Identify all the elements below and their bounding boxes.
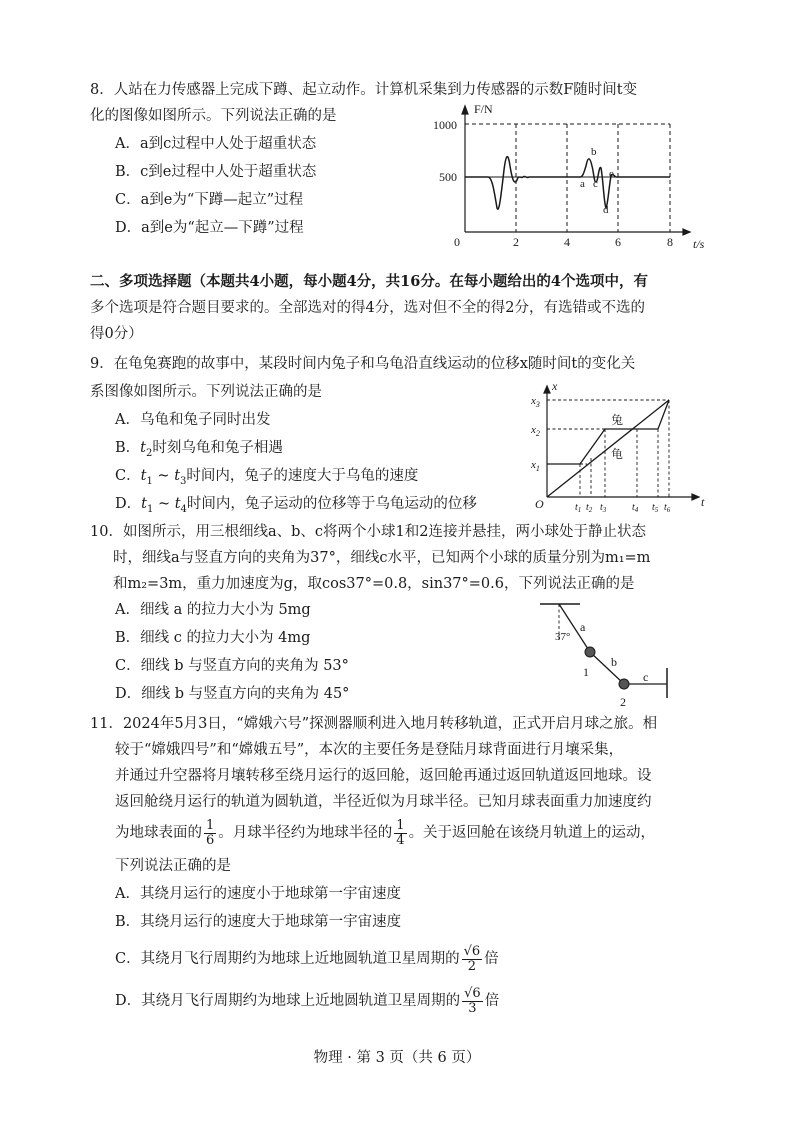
q10-label-b: b	[611, 655, 617, 669]
q8-tick-500: 500	[439, 170, 457, 184]
q11-option-c-fraction	[462, 945, 483, 974]
q8-point-a: a	[580, 178, 585, 190]
q10-stem-line3: 和m₂=3m，重力加速度为g，取cos37°=0.8，sin37°=0.6，下列说法正确的是	[113, 576, 635, 592]
q11-option-c-suffix: 倍	[484, 951, 499, 967]
q10-option-a: A．细线 a 的拉力大小为 5mg	[115, 602, 311, 618]
q11-option-d	[115, 984, 499, 1018]
q10-option-b: B．细线 c 的拉力大小为 4mg	[115, 630, 311, 646]
q10-option-c: C．细线 b 与竖直方向的夹角为 53°	[115, 658, 349, 674]
q9-origin: O	[535, 497, 544, 511]
q10-label-ball2: 2	[620, 695, 626, 709]
q9-option-c: C．$t_1$ ~ $t_3$时间内，兔子的速度大于乌龟的速度	[115, 468, 419, 487]
q11-stem5-part1: 为地球表面的	[115, 825, 202, 841]
q9-option-c-sub1: 1	[146, 475, 153, 487]
q9-t1-label: $t_1$	[575, 502, 582, 514]
q9-turtle-label: 龟	[611, 447, 624, 461]
q8-option-b: B．c到e过程中人处于超重状态	[115, 164, 317, 180]
q8-option-d: D．a到e为“起立—下蹲”过程	[115, 220, 304, 236]
q9-option-d-text: 时间内，兔子运动的位移等于乌龟运动的位移	[186, 496, 477, 512]
q11-option-c-den: 2	[467, 958, 477, 974]
q11-frac2-num: 1	[396, 817, 405, 833]
q11-frac2-den: 4	[396, 832, 405, 848]
q9-option-b-text: 时刻乌龟和兔子相遇	[152, 440, 283, 456]
q10-stem-line1: 10．如图所示，用三根细线a、b、c将两个小球1和2连接并悬挂，两小球处于静止状态	[90, 524, 646, 540]
q9-t2-label: $t_2$	[586, 502, 593, 514]
q9-option-d: D．$t_1$ ~ $t_4$时间内，兔子运动的位移等于乌龟运动的位移	[115, 496, 477, 515]
q8-tick-1000: 1000	[433, 118, 457, 132]
q10-string-b	[590, 652, 624, 684]
q11-option-a: A．其绕月运行的速度小于地球第一宇宙速度	[115, 886, 401, 902]
q8-point-b: b	[591, 146, 597, 158]
q9-x2-label: $x_2$	[531, 424, 540, 438]
q9-option-d-sub1: 1	[146, 503, 154, 515]
q8-stem-line2: 化的图像如图所示。下列说法正确的是	[90, 108, 337, 124]
q10-ball-2	[619, 679, 629, 689]
q9-option-b-prefix: B．	[115, 440, 141, 456]
q9-t-label: t	[701, 495, 705, 509]
q8-force-time-graph	[430, 100, 720, 250]
q9-option-d-sub2: 4	[180, 503, 187, 515]
section2-line2: 多个选项是符合题目要求的。全部选对的得4分，选对但不全的得2分，有选错或不选的	[90, 300, 645, 316]
q11-stem-line3: 并通过升空器将月壤转移至绕月运行的返回舱，返回舱再通过返回轨道返回地球。设	[115, 768, 652, 784]
q11-option-d-fraction	[462, 987, 483, 1016]
q10-label-ball1: 1	[583, 665, 589, 679]
q9-x-label: x	[552, 382, 558, 393]
q9-rabbit-label: 兔	[611, 413, 624, 427]
q9-option-a: A．乌龟和兔子同时出发	[115, 412, 271, 428]
q10-ball-1	[585, 647, 595, 657]
q8-tick-8: 8	[667, 235, 673, 249]
q9-displacement-time-graph	[525, 382, 710, 514]
q11-frac1-den: 6	[206, 832, 215, 848]
q11-option-d-den: 3	[468, 1000, 477, 1016]
q8-point-c: c	[593, 178, 598, 190]
q11-stem-line5	[115, 818, 655, 848]
q8-stem-line1: 8．人站在力传感器上完成下蹲、起立动作。计算机采集到力传感器的示数F随时间t变	[90, 82, 638, 98]
q11-stem5-part2: 。月球半径约为地球半径的	[218, 825, 393, 841]
q11-option-b: B．其绕月运行的速度大于地球第一宇宙速度	[115, 914, 402, 930]
q8-option-a: A．a到c过程中人处于超重状态	[115, 136, 317, 152]
q8-point-e: e	[609, 168, 614, 180]
q10-label-c: c	[643, 670, 649, 684]
q9-t4-label: $t_4$	[632, 502, 639, 514]
q9-option-c-tilde: ~	[152, 468, 175, 484]
q11-option-c-num: √6	[463, 943, 481, 959]
q11-stem5-part3: 。关于返回舱在该绕月轨道上的运动，	[408, 825, 656, 841]
q9-rabbit-line	[547, 400, 669, 464]
q8-tick-4: 4	[564, 235, 570, 249]
q11-frac1-num: 1	[206, 817, 215, 833]
q9-t5-label: $t_5$	[652, 502, 659, 514]
q11-option-d-num: √6	[464, 985, 481, 1001]
q9-t3-label: $t_3$	[600, 502, 607, 514]
q9-option-d-prefix: D．	[115, 496, 142, 512]
q11-option-d-text: D．其绕月飞行周期约为地球上近地圆轨道卫星周期的	[115, 993, 461, 1009]
q8-option-c: C．a到e为“下蹲—起立”过程	[115, 192, 304, 208]
q11-option-c-text: C．其绕月飞行周期约为地球上近地圆轨道卫星周期的	[115, 951, 460, 967]
q11-fraction-1-6	[204, 819, 216, 848]
q10-option-d: D．细线 b 与竖直方向的夹角为 45°	[115, 686, 350, 702]
q9-option-c-sub2: 3	[180, 475, 187, 487]
q8-tick-2: 2	[513, 235, 519, 249]
q10-string-a	[559, 604, 590, 652]
q9-x1-label: $x_1$	[531, 459, 540, 473]
q8-point-d: d	[603, 204, 609, 216]
q9-option-b-sub: 2	[145, 447, 153, 459]
q8-tick-0: 0	[454, 235, 460, 249]
q10-suspension-figure	[535, 598, 685, 710]
q11-option-c	[115, 942, 499, 976]
q11-stem-line6: 下列说法正确的是	[115, 858, 231, 874]
q9-stem-line1: 9．在龟兔赛跑的故事中，某段时间内兔子和乌龟沿直线运动的位移x随时间t的变化关	[90, 356, 636, 372]
q9-stem-line2: 系图像如图所示。下列说法正确的是	[90, 384, 322, 400]
q10-stem-line2: 时，细线a与竖直方向的夹角为37°，细线c水平，已知两个小球的质量分别为m₁=m	[113, 550, 651, 566]
q9-option-b: B．$t_2$时刻乌龟和兔子相遇	[115, 440, 283, 459]
q11-fraction-1-4	[394, 819, 406, 848]
q9-option-c-prefix: C．	[115, 468, 141, 484]
page-footer: 物理 · 第 3 页（共 6 页）	[313, 1050, 481, 1066]
q9-t6-label: $t_6$	[664, 502, 671, 514]
q8-xlabel: t/s	[693, 237, 705, 250]
q11-stem-line4: 返回舱绕月运行的轨道为圆轨道，半径近似为月球半径。已知月球表面重力加速度约	[115, 794, 652, 810]
q10-label-a: a	[580, 620, 586, 634]
q9-turtle-line	[547, 400, 669, 497]
section2-line3: 得0分）	[90, 326, 143, 342]
q8-ylabel: F/N	[474, 102, 493, 116]
q11-stem-line2: 较于“嫦娥四号”和“嫦娥五号”，本次的主要任务是登陆月球背面进行月壤采集，	[115, 742, 624, 758]
q9-option-c-text: 时间内，兔子的速度大于乌龟的速度	[186, 468, 419, 484]
q8-tick-6: 6	[615, 235, 621, 249]
q9-option-d-tilde: ~	[153, 496, 175, 512]
section2-line1: 二、多项选择题（本题共4小题，每小题4分，共16分。在每小题给出的4个选项中，有	[90, 273, 648, 290]
q11-stem-line1: 11．2024年5月3日，“嫦娥六号”探测器顺利进入地月转移轨道，正式开启月球之旅。相	[90, 716, 658, 732]
q9-x3-label: $x_3$	[531, 395, 540, 409]
q11-option-d-suffix: 倍	[484, 993, 500, 1009]
q10-angle-label: 37°	[555, 631, 571, 643]
